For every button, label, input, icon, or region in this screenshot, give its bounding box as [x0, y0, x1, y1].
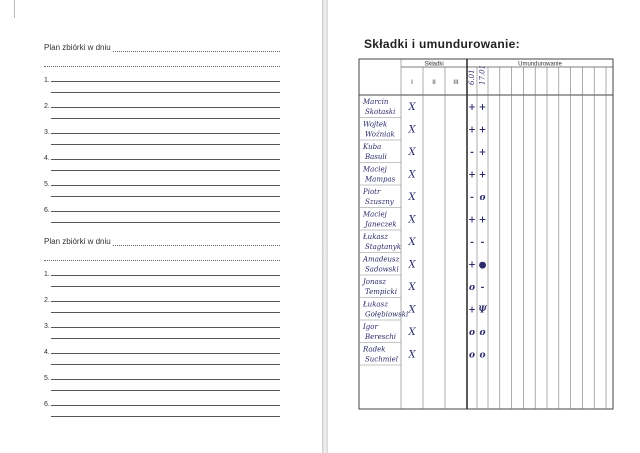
plan-item-number: 4.	[44, 155, 50, 162]
uniform-mark: +	[468, 260, 476, 271]
plan-item[interactable]	[44, 119, 280, 136]
dotted-line[interactable]	[44, 246, 280, 261]
uniform-mark: -	[480, 238, 485, 248]
uniform-mark: -	[470, 193, 474, 203]
dotted-fill-line[interactable]	[113, 44, 280, 52]
fee-mark: X	[408, 282, 416, 293]
header-roman-1: I	[411, 79, 413, 86]
header-date-1: 6.01	[468, 69, 476, 85]
plan-section	[44, 40, 280, 223]
member-first-name: Radek	[363, 345, 386, 354]
uniform-mark: o	[479, 193, 486, 203]
uniform-mark: -	[480, 283, 485, 293]
uniform-mark: +	[468, 170, 476, 181]
fee-mark: X	[408, 147, 416, 158]
plan-item-line	[51, 404, 280, 406]
plan-item[interactable]	[44, 287, 280, 304]
plan-item-line	[51, 378, 280, 380]
member-last-name: Bereschi	[365, 333, 397, 341]
plan-title: Plan zbiórki w dniu	[44, 43, 111, 52]
uniform-mark: o	[479, 328, 486, 338]
header-skladki: Składki	[424, 61, 444, 68]
plan-title-row	[44, 40, 280, 52]
fee-mark: X	[408, 102, 416, 113]
fee-mark: X	[408, 237, 416, 248]
uniform-mark: o	[468, 328, 476, 338]
member-first-name: Łukasz	[363, 233, 388, 241]
plan-item[interactable]	[44, 67, 280, 84]
member-last-name: Szuszny	[365, 198, 394, 206]
member-last-name: Stagtanyk	[365, 243, 401, 251]
member-last-name: Gołębiowski	[365, 310, 409, 319]
uniform-mark: +	[468, 215, 476, 226]
member-first-name: Maciej	[363, 210, 387, 219]
member-last-name: Sadowski	[365, 265, 399, 274]
plan-item-line	[51, 136, 280, 145]
plan-item-line	[51, 300, 280, 302]
fee-mark: X	[408, 304, 416, 316]
uniform-mark: o	[468, 350, 476, 361]
member-first-name: Kuba	[363, 143, 382, 151]
plan-item[interactable]	[44, 339, 280, 356]
uniform-mark: ●	[478, 260, 487, 271]
uniform-mark: +	[468, 125, 476, 136]
member-first-name: Piotr	[363, 188, 381, 196]
uniform-mark: Ψ	[478, 305, 487, 316]
fees-uniform-table	[358, 58, 614, 410]
member-last-name: Janeczek	[365, 220, 397, 229]
plan-item-number: 5.	[44, 375, 50, 382]
plan-item-line	[51, 106, 280, 108]
plan-item-line	[51, 162, 280, 171]
plan-item-number: 4.	[44, 349, 50, 356]
fee-mark: X	[408, 169, 416, 181]
plan-item[interactable]	[44, 171, 280, 188]
member-first-name: Igor	[363, 323, 378, 331]
plan-title-row	[44, 234, 280, 246]
plan-section	[44, 234, 280, 417]
uniform-mark: o	[468, 283, 476, 293]
header-date-2: 17.01	[478, 64, 487, 85]
plan-item-line	[51, 158, 280, 160]
fee-mark: X	[408, 192, 416, 203]
uniform-mark: +	[478, 148, 487, 158]
plan-item-number: 2.	[44, 103, 50, 110]
uniform-mark: +	[478, 170, 487, 181]
uniform-mark: +	[478, 103, 487, 113]
plan-item-line	[51, 408, 280, 417]
fee-mark: X	[408, 214, 416, 226]
plan-item-line	[51, 352, 280, 354]
plan-item-number: 3.	[44, 129, 50, 136]
uniform-mark: -	[470, 238, 474, 248]
dotted-line[interactable]	[44, 52, 280, 67]
plan-item-line	[51, 80, 280, 82]
plan-item-number: 6.	[44, 401, 50, 408]
plan-item-line	[51, 326, 280, 328]
plan-item-line	[51, 188, 280, 197]
plan-item[interactable]	[44, 93, 280, 110]
plan-item-number: 2.	[44, 297, 50, 304]
plan-item-line	[51, 184, 280, 186]
plan-item-number: 5.	[44, 181, 50, 188]
member-last-name: Tempicki	[365, 288, 398, 296]
fee-mark: X	[408, 349, 416, 361]
member-first-name: Maciej	[363, 165, 387, 174]
member-last-name: Mampas	[365, 175, 396, 184]
plan-item[interactable]	[44, 197, 280, 214]
uniform-mark: +	[478, 125, 487, 136]
plan-item-number: 1.	[44, 77, 50, 84]
plan-item-line	[51, 214, 280, 223]
plan-item-line	[51, 382, 280, 391]
plan-item-line	[51, 132, 280, 134]
fee-mark: X	[408, 259, 416, 271]
fee-mark: X	[408, 124, 416, 136]
uniform-mark: o	[479, 350, 486, 361]
member-last-name: Basuli	[365, 153, 387, 161]
uniform-mark: +	[478, 215, 487, 226]
plan-item-line	[51, 330, 280, 339]
dotted-fill-line[interactable]	[113, 238, 280, 246]
member-last-name: Skotaski	[365, 108, 396, 116]
corner-mark	[6, 0, 15, 18]
uniform-mark: -	[470, 148, 474, 158]
plan-title: Plan zbiórki w dniu	[44, 237, 111, 246]
plan-item[interactable]	[44, 391, 280, 408]
uniform-mark: +	[468, 103, 476, 113]
plan-item[interactable]	[44, 145, 280, 162]
header-umundurowanie: Umundurowanie	[518, 61, 562, 68]
member-first-name: Amadeusz	[363, 255, 400, 264]
member-first-name: Jonasz	[363, 278, 386, 286]
plan-item-number: 3.	[44, 323, 50, 330]
plan-item-line	[51, 304, 280, 313]
fee-mark: X	[408, 327, 416, 338]
header-roman-2: II	[432, 79, 436, 86]
plan-item-number: 1.	[44, 271, 50, 278]
plan-item[interactable]	[44, 313, 280, 330]
plan-item-line	[51, 278, 280, 287]
member-last-name: Woźniak	[365, 130, 395, 139]
member-first-name: Łukasz	[363, 300, 388, 309]
plan-item-line	[51, 274, 280, 276]
header-roman-3: III	[453, 79, 459, 86]
plan-item-number: 6.	[44, 207, 50, 214]
plan-item[interactable]	[44, 365, 280, 382]
plan-item-line	[51, 110, 280, 119]
plan-item-line	[51, 210, 280, 212]
plan-item[interactable]	[44, 261, 280, 278]
uniform-mark: +	[468, 305, 476, 316]
member-first-name: Marcin	[363, 98, 389, 106]
sheet-title: Składki i umundurowanie:	[364, 37, 520, 51]
plan-item-line	[51, 84, 280, 93]
member-last-name: Suchmiel	[365, 355, 398, 364]
plan-item-line	[51, 356, 280, 365]
member-first-name: Wojtek	[363, 120, 388, 129]
